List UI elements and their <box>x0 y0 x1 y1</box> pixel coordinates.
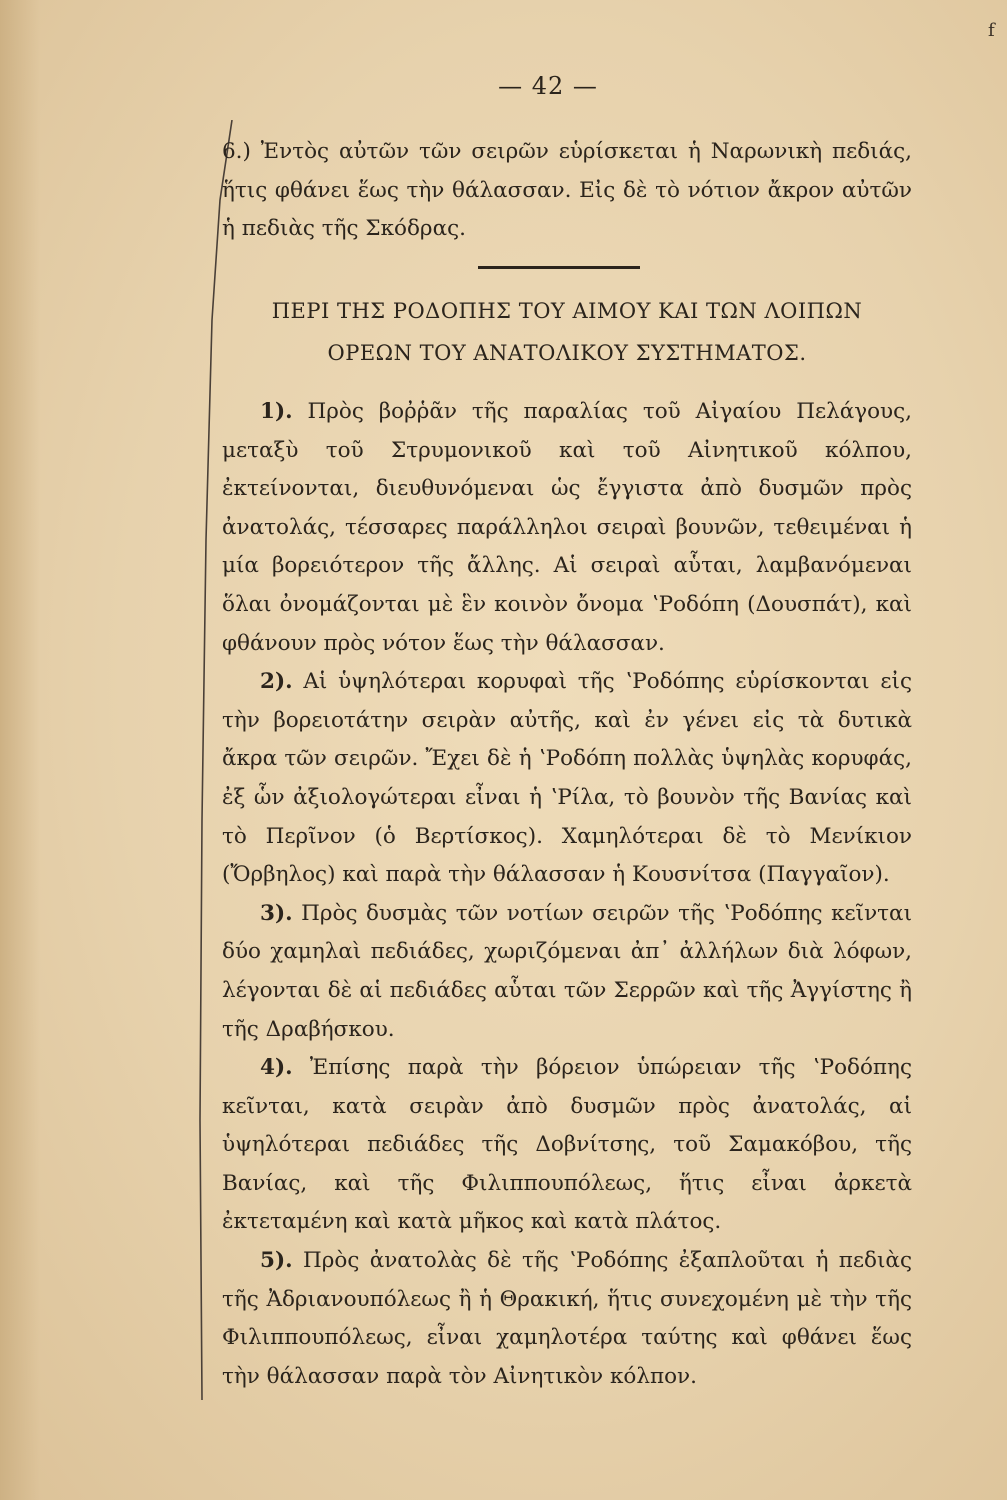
paragraph-number: 2). <box>260 669 293 695</box>
paragraph-5 <box>222 1242 912 1396</box>
intro-text: 6.) Ἐντὸς αὐτῶν τῶν σειρῶν εὑρίσκεται ἡ Ναρωνικὴ πεδιάς, ἥτις φθάνει ἕως τὴν θάλασσαν. Εἰς δὲ τὸ νότιον ἄκρον αὐτῶν ἡ πεδιὰς τῆς Σκόδρας. <box>222 139 912 242</box>
page-number: — 42 — <box>498 72 598 100</box>
paragraph-number: 3). <box>260 900 293 926</box>
heading-line-1: ΠΕΡΙ ΤΗΣ ΡΟΔΟΠΗΣ ΤΟΥ ΑΙΜΟΥ ΚΑΙ ΤΩΝ ΛΟΙΠΩΝ <box>271 299 863 323</box>
paragraph-number: 5). <box>260 1248 293 1274</box>
paragraph-text: Ἐπίσης παρὰ τὴν βόρειον ὑπώρειαν τῆς ʽΡοδόπης κεῖνται, κατὰ σειρὰν ἀπὸ δυσμῶν πρὸς ἀνατολάς, αἱ ὑψηλότεραι πεδιάδες τῆς Δοβνίτσης, τοῦ Σαμακόβου, τῆς Βανίας, καὶ τῆς Φιλιππουπόλεως, ἥτις εἶναι ἀρκετὰ ἐκτεταμένη καὶ κατὰ μῆκος καὶ κατὰ πλάτος. <box>222 1055 912 1235</box>
paragraph-number: 1). <box>260 399 293 424</box>
paragraph-number: 4). <box>260 1055 293 1081</box>
section-heading <box>222 290 912 374</box>
corner-mark: f <box>988 20 995 41</box>
paragraph-1 <box>222 393 912 663</box>
page-edge-shadow <box>0 0 40 1500</box>
heading-line-2: ΟΡΕΩΝ ΤΟΥ ΑΝΑΤΟΛΙΚΟΥ ΣΥΣΤΗΜΑΤΟΣ. <box>327 341 807 365</box>
paragraph-3 <box>222 895 912 1049</box>
paragraph-2 <box>222 663 912 895</box>
paragraph-text: Πρὸς δυσμὰς τῶν νοτίων σειρῶν τῆς ʽΡοδόπης κεῖνται δύο χαμηλαὶ πεδιάδες, χωριζόμεναι ἀπ᾽ ἀλλήλων διὰ λόφων, λέγονται δὲ αἱ πεδιάδες αὗται τῶν Σερρῶν καὶ τῆς Ἀγγίστης ἢ τῆς Δραβήσκου. <box>222 900 912 1042</box>
paragraph-text: Πρὸς ἀνατολὰς δὲ τῆς ʽΡοδόπης ἐξαπλοῦται ἡ πεδιὰς τῆς Ἀδριανουπόλεως ἢ ἡ Θρακική, ἥτις συνεχομένη μὲ τὴν τῆς Φιλιππουπόλεως, εἶναι χαμηλοτέρα ταύτης καὶ φθάνει ἕως τὴν θάλασσαν παρὰ τὸν Αἰνητικὸν κόλπον. <box>222 1248 912 1389</box>
paragraph-text: Πρὸς βοῤῥᾶν τῆς παραλίας τοῦ Αἰγαίου Πελάγους, μεταξὺ τοῦ Στρυμονικοῦ καὶ τοῦ Αἰνητικοῦ κόλπου, ἐκτείνονται, διευθυνόμεναι ὡς ἔγγιστα ἀπὸ δυσμῶν πρὸς ἀνατολάς, τέσσαρες παράλληλοι σειραὶ βουνῶν, τεθειμέναι ἡ μία βορειότερον τῆς ἄλλης. Αἱ σειραὶ αὗται, λαμβανόμεναι ὅλαι ὀνομάζονται μὲ ἓν κοινὸν ὄνομα ʽΡοδόπη (Δουσπάτ), καὶ φθάνουν πρὸς νότον ἕως τὴν θάλασσαν. <box>222 399 912 656</box>
paragraph-text: Αἱ ὑψηλότεραι κορυφαὶ τῆς ʽΡοδόπης εὑρίσκονται εἰς τὴν βορειοτάτην σειρὰν αὐτῆς, καὶ ἐν γένει εἰς τὰ δυτικὰ ἄκρα τῶν σειρῶν. Ἔχει δὲ ἡ ʽΡοδόπη πολλὰς ὑψηλὰς κορυφάς, ἐξ ὧν ἀξιολογώτεραι εἶναι ἡ ʽΡίλα, τὸ βουνὸν τῆς Βανίας καὶ τὸ Περῖνον (ὁ Βερτίσκος). Χαμηλότεραι δὲ τὸ Μενίκιον (Ὄρβηλος) καὶ παρὰ τὴν θάλασσαν ἡ Κουσνίτσα (Παγγαῖον). <box>222 669 912 888</box>
paragraph-4 <box>222 1049 912 1242</box>
section-divider <box>478 266 640 269</box>
intro-paragraph <box>222 133 912 249</box>
body-text <box>222 393 912 1396</box>
